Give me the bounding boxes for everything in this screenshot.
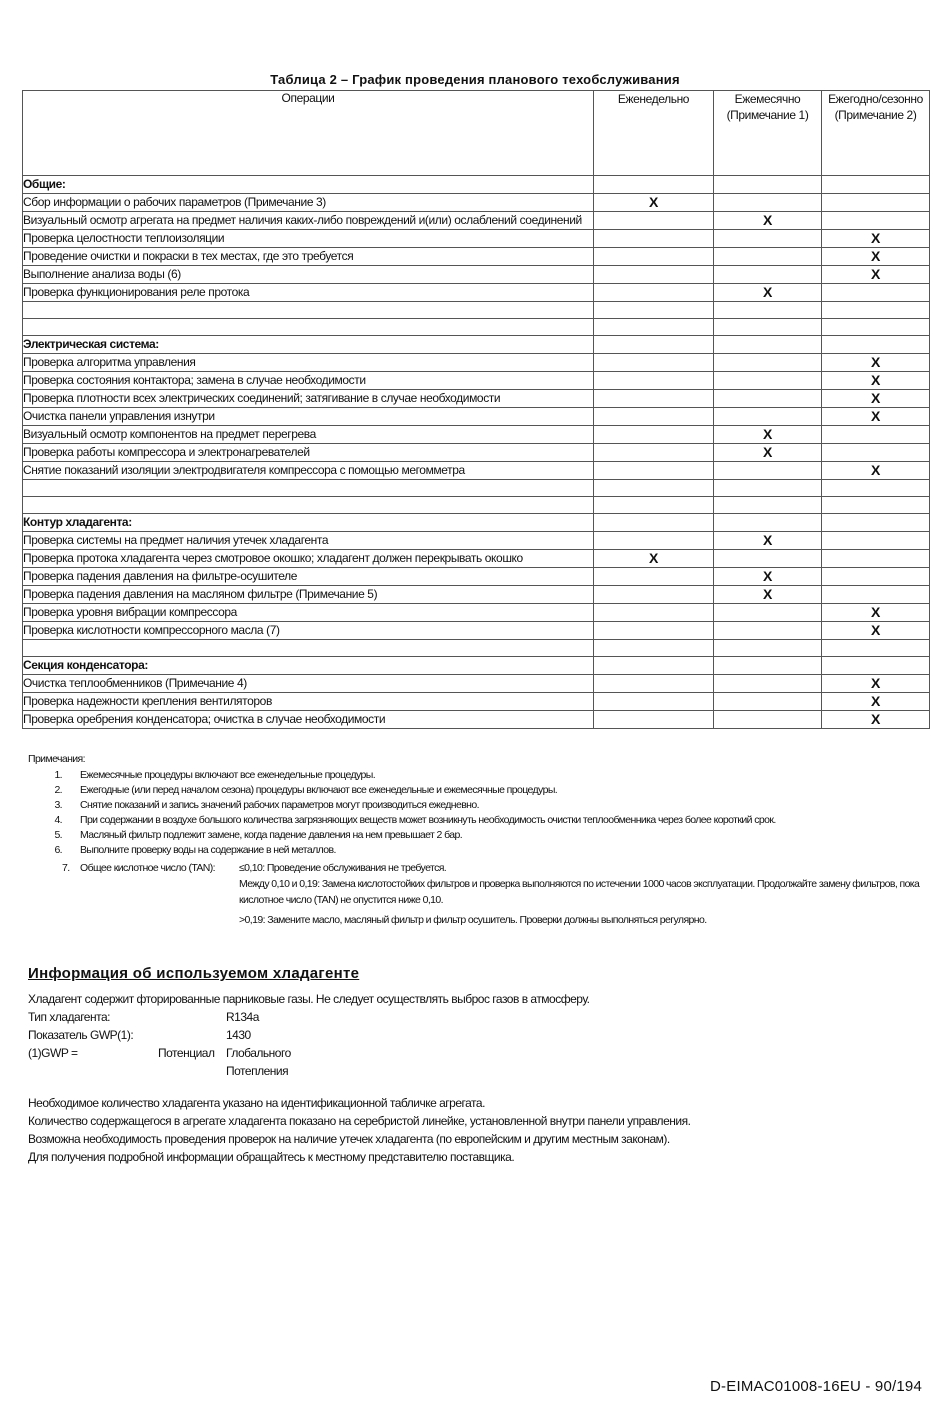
table-row	[23, 212, 930, 230]
note-item	[28, 783, 928, 798]
operation-cell: Проверка падения давления на масляном фильтре (Примечание 5)	[23, 586, 594, 604]
operation-cell: Визуальный осмотр агрегата на предмет наличия каких-либо повреждений и(или) ослаблений соединений	[23, 212, 594, 230]
operation-cell: Проведение очистки и покраски в тех местах, где это требуется	[23, 248, 594, 266]
mark-cell-monthly: X	[714, 444, 822, 462]
mark-cell-monthly: X	[714, 568, 822, 586]
mark-cell-yearly	[822, 426, 930, 444]
blank-cell	[822, 319, 930, 336]
mark-cell-yearly: X	[822, 622, 930, 640]
tan-line3: >0,19: Замените масло, масляный фильтр и фильтр осушитель. Проверки должны выполняться регулярно.	[239, 914, 707, 926]
note-number: 6.	[54, 844, 62, 856]
maintenance-schedule-table	[22, 90, 930, 729]
mark-cell-yearly: X	[822, 230, 930, 248]
tan-line1: ≤0,10: Проведение обслуживания не требуется.	[239, 862, 447, 874]
blank-cell	[23, 640, 594, 657]
mark-cell-weekly	[594, 266, 714, 284]
operation-cell: Выполнение анализа воды (6)	[23, 266, 594, 284]
header-yearly-label: Ежегодно/сезонно	[828, 92, 923, 106]
mark-cell-monthly: X	[714, 212, 822, 230]
table-row	[23, 390, 930, 408]
mark-cell-weekly	[594, 622, 714, 640]
mark-cell-monthly	[714, 604, 822, 622]
table-row	[23, 550, 930, 568]
mark-cell-yearly	[822, 550, 930, 568]
blank-cell	[822, 497, 930, 514]
refrigerant-type-label: Тип хладагента:	[28, 1010, 110, 1024]
header-weekly	[594, 91, 714, 176]
tan-num: 7.	[62, 862, 70, 874]
table-row	[23, 284, 930, 302]
tan-row	[62, 860, 932, 876]
table-row	[23, 408, 930, 426]
mark-cell-yearly	[822, 194, 930, 212]
header-yearly-note: (Примечание 2)	[834, 108, 917, 122]
blank-cell	[714, 480, 822, 497]
mark-cell-weekly	[594, 354, 714, 372]
operation-cell: Очистка панели управления изнутри	[23, 408, 594, 426]
mark-cell-monthly	[714, 266, 822, 284]
mark-cell-yearly	[822, 568, 930, 586]
mark-cell-weekly	[594, 176, 714, 194]
header-monthly-label: Ежемесячно	[734, 92, 801, 106]
blank-cell	[714, 319, 822, 336]
mark-cell-monthly	[714, 176, 822, 194]
tan-note	[62, 860, 932, 928]
operation-cell: Проверка протока хладагента через смотровое окошко; хладагент должен перекрывать окошко	[23, 550, 594, 568]
operation-cell: Проверка уровня вибрации компрессора	[23, 604, 594, 622]
table-row	[23, 693, 930, 711]
gwp-definition-row	[28, 1044, 928, 1080]
operation-cell: Снятие показаний изоляции электродвигателя компрессора с помощью мегомметра	[23, 462, 594, 480]
blank-row	[23, 640, 930, 657]
note-text: Масляный фильтр подлежит замене, когда падение давления на нем превышает 2 бар.	[80, 829, 463, 841]
operation-cell: Сбор информации о рабочих параметров (Примечание 3)	[23, 194, 594, 212]
mark-cell-monthly: X	[714, 532, 822, 550]
note-item	[28, 813, 928, 828]
mark-cell-yearly: X	[822, 372, 930, 390]
mark-cell-monthly	[714, 657, 822, 675]
mark-cell-weekly	[594, 657, 714, 675]
table-row	[23, 248, 930, 266]
gwp-value: 1430	[226, 1028, 251, 1042]
mark-cell-yearly	[822, 176, 930, 194]
section-header-row	[23, 657, 930, 675]
mark-cell-yearly: X	[822, 462, 930, 480]
note-text: Снятие показаний и запись значений рабочих параметров могут производиться ежедневно.	[80, 799, 479, 811]
mark-cell-yearly	[822, 212, 930, 230]
note-item	[28, 798, 928, 813]
refrigerant-type-value: R134a	[226, 1010, 259, 1024]
table-row	[23, 354, 930, 372]
blank-cell	[23, 497, 594, 514]
refrigerant-closing	[28, 1094, 928, 1166]
table-row	[23, 532, 930, 550]
gwp-def-value: Глобального Потепления	[226, 1046, 291, 1078]
note-item	[28, 828, 928, 843]
mark-cell-weekly: X	[594, 550, 714, 568]
note-number: 3.	[54, 799, 62, 811]
mark-cell-yearly: X	[822, 604, 930, 622]
closing-line: Необходимое количество хладагента указано на идентификационной табличке агрегата.	[28, 1096, 485, 1110]
operation-cell: Проверка целостности теплоизоляции	[23, 230, 594, 248]
refrigerant-title: Информация об используемом хладагенте	[28, 965, 360, 982]
table-row	[23, 266, 930, 284]
header-monthly	[714, 91, 822, 176]
operation-cell: Визуальный осмотр компонентов на предмет перегрева	[23, 426, 594, 444]
gwp-row	[28, 1026, 928, 1044]
blank-cell	[822, 480, 930, 497]
closing-line: Для получения подробной информации обращайтесь к местному представителю поставщика.	[28, 1150, 515, 1164]
blank-cell	[23, 480, 594, 497]
section-title: Электрическая система:	[23, 336, 594, 354]
blank-cell	[822, 302, 930, 319]
mark-cell-monthly	[714, 693, 822, 711]
mark-cell-yearly	[822, 336, 930, 354]
mark-cell-monthly	[714, 408, 822, 426]
table-row	[23, 622, 930, 640]
mark-cell-weekly	[594, 248, 714, 266]
table-row	[23, 604, 930, 622]
mark-cell-weekly	[594, 230, 714, 248]
blank-row	[23, 497, 930, 514]
operation-cell: Проверка плотности всех электрических соединений; затягивание в случае необходимости	[23, 390, 594, 408]
blank-cell	[594, 497, 714, 514]
note-text: Выполните проверку воды на содержание в ней металлов.	[80, 844, 336, 856]
table-row	[23, 372, 930, 390]
mark-cell-weekly	[594, 444, 714, 462]
notes-list	[28, 768, 928, 858]
mark-cell-monthly	[714, 354, 822, 372]
section-header-row	[23, 514, 930, 532]
mark-cell-weekly	[594, 408, 714, 426]
note-item	[28, 768, 928, 783]
mark-cell-yearly	[822, 284, 930, 302]
gwp-def-label: (1)GWP =	[28, 1046, 78, 1060]
operation-cell: Проверка кислотности компрессорного масла (7)	[23, 622, 594, 640]
tan-label: Общее кислотное число (TAN):	[80, 862, 215, 874]
header-weekly-label: Еженедельно	[617, 92, 690, 106]
page-footer: D-EIMAC01008-16EU - 90/194	[710, 1378, 922, 1395]
operation-cell: Проверка надежности крепления вентиляторов	[23, 693, 594, 711]
header-monthly-note: (Примечание 1)	[726, 108, 809, 122]
mark-cell-weekly	[594, 604, 714, 622]
mark-cell-yearly: X	[822, 390, 930, 408]
mark-cell-monthly	[714, 550, 822, 568]
mark-cell-yearly	[822, 444, 930, 462]
mark-cell-yearly: X	[822, 248, 930, 266]
mark-cell-yearly: X	[822, 711, 930, 729]
table-row	[23, 194, 930, 212]
operation-cell: Проверка работы компрессора и электронагревателей	[23, 444, 594, 462]
mark-cell-yearly: X	[822, 693, 930, 711]
blank-cell	[822, 640, 930, 657]
table-header-row	[23, 91, 930, 176]
note-number: 4.	[54, 814, 62, 826]
mark-cell-monthly	[714, 622, 822, 640]
blank-cell	[23, 302, 594, 319]
mark-cell-weekly	[594, 336, 714, 354]
table-row	[23, 426, 930, 444]
mark-cell-monthly	[714, 462, 822, 480]
table-body	[23, 176, 930, 729]
refrigerant-intro: Хладагент содержит фторированные парниковые газы. Не следует осуществлять выброс газов в атмосферу.	[28, 992, 590, 1006]
blank-cell	[594, 319, 714, 336]
section-title: Секция конденсатора:	[23, 657, 594, 675]
operation-cell: Проверка оребрения конденсатора; очистка в случае необходимости	[23, 711, 594, 729]
mark-cell-monthly	[714, 248, 822, 266]
mark-cell-monthly	[714, 675, 822, 693]
section-title: Контур хладагента:	[23, 514, 594, 532]
note-item	[28, 843, 928, 858]
section-header-row	[23, 176, 930, 194]
table-row	[23, 568, 930, 586]
mark-cell-weekly	[594, 711, 714, 729]
mark-cell-yearly: X	[822, 408, 930, 426]
mark-cell-weekly	[594, 675, 714, 693]
refrigerant-info	[28, 990, 928, 1080]
operation-cell: Проверка падения давления на фильтре-осушителе	[23, 568, 594, 586]
mark-cell-yearly	[822, 586, 930, 604]
note-number: 5.	[54, 829, 62, 841]
mark-cell-weekly	[594, 284, 714, 302]
mark-cell-weekly	[594, 568, 714, 586]
header-yearly	[822, 91, 930, 176]
mark-cell-weekly	[594, 462, 714, 480]
blank-row	[23, 302, 930, 319]
blank-cell	[714, 640, 822, 657]
blank-cell	[594, 480, 714, 497]
mark-cell-yearly: X	[822, 675, 930, 693]
mark-cell-monthly: X	[714, 426, 822, 444]
mark-cell-weekly	[594, 532, 714, 550]
operation-cell: Проверка алгоритма управления	[23, 354, 594, 372]
mark-cell-monthly	[714, 514, 822, 532]
blank-cell	[594, 302, 714, 319]
table-row	[23, 586, 930, 604]
table-row	[23, 711, 930, 729]
closing-line: Количество содержащегося в агрегате хладагента показано на серебристой линейке, установленной внутри панели управления.	[28, 1114, 691, 1128]
blank-cell	[714, 497, 822, 514]
blank-cell	[594, 640, 714, 657]
section-title: Общие:	[23, 176, 594, 194]
mark-cell-weekly: X	[594, 194, 714, 212]
mark-cell-yearly: X	[822, 354, 930, 372]
table-row	[23, 230, 930, 248]
mark-cell-monthly	[714, 230, 822, 248]
mark-cell-weekly	[594, 390, 714, 408]
section-header-row	[23, 336, 930, 354]
mark-cell-yearly: X	[822, 266, 930, 284]
notes-block	[28, 752, 928, 858]
mark-cell-weekly	[594, 514, 714, 532]
note-text: Ежегодные (или перед началом сезона) процедуры включают все еженедельные и ежемесячные процедуры.	[80, 784, 558, 796]
blank-cell	[714, 302, 822, 319]
mark-cell-yearly	[822, 532, 930, 550]
mark-cell-weekly	[594, 372, 714, 390]
note-number: 2.	[54, 784, 62, 796]
blank-row	[23, 480, 930, 497]
gwp-label: Показатель GWP(1):	[28, 1028, 134, 1042]
mark-cell-monthly	[714, 390, 822, 408]
mark-cell-monthly	[714, 372, 822, 390]
operation-cell: Проверка состояния контактора; замена в случае необходимости	[23, 372, 594, 390]
mark-cell-weekly	[594, 693, 714, 711]
table-row	[23, 444, 930, 462]
mark-cell-monthly	[714, 711, 822, 729]
tan-line2: Между 0,10 и 0,19: Замена кислотостойких фильтров и проверка выполняются по истечении 1000 часов эксплуатации. Продолжайте замену фильтров, пока кислотное число (TAN) не опустится ниже 0,10.	[239, 878, 920, 906]
mark-cell-weekly	[594, 586, 714, 604]
mark-cell-weekly	[594, 212, 714, 230]
gwp-def-word: Потенциал	[158, 1046, 215, 1060]
operation-cell: Очистка теплообменников (Примечание 4)	[23, 675, 594, 693]
refrigerant-type-row	[28, 1008, 928, 1026]
table-row	[23, 462, 930, 480]
note-text: При содержании в воздухе большого количества загрязняющих веществ может возникнуть необходимость очистки теплообменника через более короткий срок.	[80, 814, 776, 826]
header-operations: Операции	[23, 91, 594, 176]
mark-cell-yearly	[822, 657, 930, 675]
operation-cell: Проверка системы на предмет наличия утечек хладагента	[23, 532, 594, 550]
mark-cell-monthly	[714, 194, 822, 212]
mark-cell-yearly	[822, 514, 930, 532]
notes-title: Примечания:	[28, 753, 85, 765]
closing-line: Возможна необходимость проведения проверок на наличие утечек хладагента (по европейским и другим местным законам).	[28, 1132, 670, 1146]
operation-cell: Проверка функционирования реле протока	[23, 284, 594, 302]
table-row	[23, 675, 930, 693]
mark-cell-weekly	[594, 426, 714, 444]
note-text: Ежемесячные процедуры включают все еженедельные процедуры.	[80, 769, 376, 781]
mark-cell-monthly: X	[714, 586, 822, 604]
mark-cell-monthly: X	[714, 284, 822, 302]
blank-row	[23, 319, 930, 336]
blank-cell	[23, 319, 594, 336]
table-title: Таблица 2 – График проведения планового техобслуживания	[270, 72, 680, 87]
mark-cell-monthly	[714, 336, 822, 354]
note-number: 1.	[54, 769, 62, 781]
